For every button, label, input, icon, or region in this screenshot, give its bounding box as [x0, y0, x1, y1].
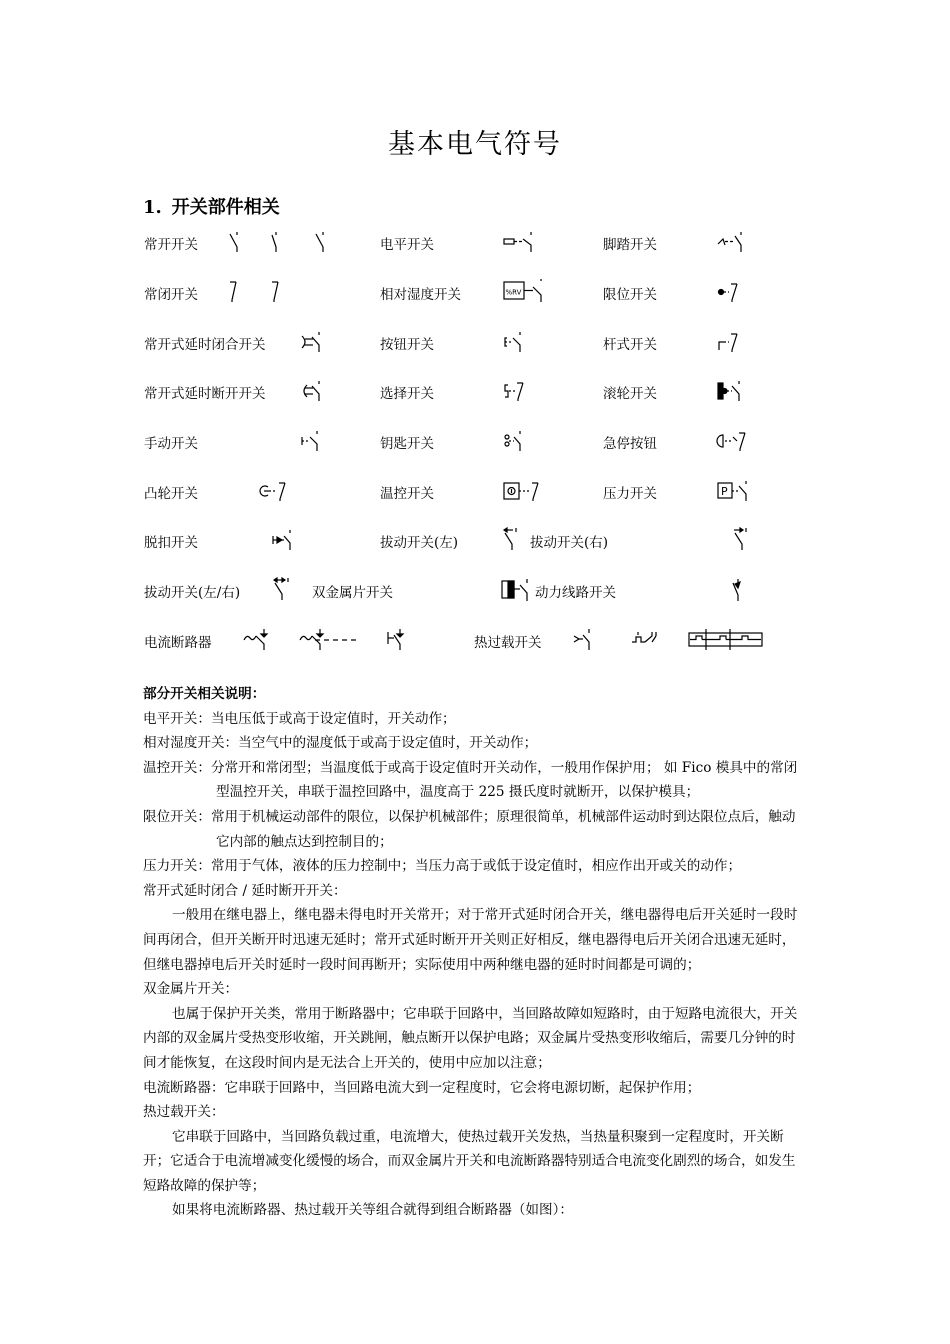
note-thermal-overload: 它串联于回路中，当回路负载过重，电流增大，使热过载开关发热，当热量积聚到一定程度时，开关断开；它适合于电流增减变化缓慢的场合，而双金属片开关和电流断路器特别适合电流变化剧烈的场合，如发生短路故障的保护等； [143, 1128, 796, 1194]
limit-switch-icon [717, 280, 747, 304]
notes-body [143, 682, 809, 1223]
note-limit-switch: 限位开关：常用于机械运动部件的限位，以保护机械部件；原理很简单，机械部件运动时到达限位点后，触动它内部的触点达到控制目的； [143, 808, 796, 850]
note-delay-switch: 一般用在继电器上，继电器未得电时开关常开；对于常开式延时闭合开关，继电器得电后开关延时一段时间再闭合，但开关断开时迅速无延时；常开式延时断开开关则正好相反，继电器得电后开关闭合迅速无延时，但继电器掉电后开关时延时一段时间再断开；实际使用中两种继电器的延时时间都是可调的； [143, 907, 798, 973]
normally-open-switch-icon [228, 230, 328, 254]
humidity-symbol-text: %RV [505, 288, 522, 297]
pressure-switch-icon [717, 479, 753, 503]
label-roller-switch: 滚轮开关 [603, 386, 657, 402]
level-switch-icon [503, 230, 543, 254]
note-bimetal-heading: 双金属片开关： [143, 981, 239, 998]
power-line-switch-icon [728, 577, 746, 603]
label-toggle-left: 拔动开关(左) [380, 535, 459, 551]
toggle-left-switch-icon [501, 526, 523, 552]
label-foot-switch: 脚踏开关 [603, 237, 657, 253]
label-circuit-breaker: 电流断路器 [144, 635, 212, 651]
thermo-switch-icon [503, 479, 543, 503]
delay-close-switch-icon [300, 330, 326, 354]
selector-switch-icon [503, 379, 529, 403]
page-title: 基本电气符号 [388, 129, 562, 160]
section-title: 开关部件相关 [171, 197, 280, 218]
thermal-overload-switch-icon [572, 626, 768, 652]
label-humidity-switch: 相对湿度开关 [380, 287, 461, 303]
note-combined-breaker: 如果将电流断路器、热过载开关等组合就得到组合断路器（如图）： [172, 1202, 574, 1219]
toggle-right-switch-icon [731, 526, 753, 552]
manual-switch-icon [300, 429, 324, 453]
note-humidity-switch: 相对湿度开关：当空气中的湿度低于或高于设定值时，开关动作； [143, 735, 538, 752]
note-level-switch: 电平开关：当电压低于或高于设定值时，开关动作； [143, 710, 456, 727]
label-delay-open-switch: 常开式延时断开开关 [144, 386, 266, 402]
roller-switch-icon [717, 379, 745, 403]
humidity-switch-icon [503, 278, 547, 304]
note-thermal-overload-heading: 热过载开关： [143, 1104, 225, 1121]
label-manual-switch: 手动开关 [144, 436, 198, 452]
notes-heading: 部分开关相关说明： [143, 686, 266, 702]
cam-switch-icon [258, 479, 292, 503]
label-delay-close-switch: 常开式延时闭合开关 [144, 337, 266, 353]
label-normally-closed-switch: 常闭开关 [144, 287, 198, 303]
label-trip-switch: 脱扣开关 [144, 535, 198, 551]
normally-closed-switch-icon [228, 280, 288, 304]
label-toggle-right: 拔动开关(右) [530, 535, 609, 551]
label-normally-open-switch: 常开开关 [144, 237, 198, 253]
label-emergency-stop: 急停按钮 [603, 436, 657, 452]
label-bimetal-switch: 双金属片开关 [312, 585, 393, 601]
section-number: 1. [143, 197, 162, 218]
label-thermal-overload-switch: 热过载开关 [474, 635, 542, 651]
pressure-symbol-text: P [721, 485, 728, 498]
trip-switch-icon [271, 528, 297, 552]
label-push-button-switch: 按钮开关 [380, 337, 434, 353]
note-delay-switch-heading: 常开式延时闭合 / 延时断开开关： [143, 882, 347, 899]
label-selector-switch: 选择开关 [380, 386, 434, 402]
label-thermo-switch: 温控开关 [380, 486, 434, 502]
label-power-line-switch: 动力线路开关 [535, 585, 616, 601]
note-bimetal: 也属于保护开关类，常用于断路器中；它串联于回路中，当回路故障如短路时，由于短路电流很大，开关内部的双金属片受热变形收缩，开关跳闸，触点断开以保护电路；双金属片受热变形收缩后，需要几分钟的时间才能恢复，在这段时间内是无法合上开关的，使用中应加以注意； [143, 1005, 798, 1071]
label-level-switch: 电平开关 [380, 237, 434, 253]
delay-open-switch-icon [300, 379, 326, 403]
label-key-switch: 钥匙开关 [380, 436, 434, 452]
push-button-switch-icon [503, 330, 527, 354]
foot-switch-icon [717, 230, 747, 254]
bimetal-switch-icon [501, 577, 533, 603]
lever-switch-icon [717, 330, 743, 354]
note-thermo-switch: 温控开关：分常开和常闭型；当温度低于或高于设定值时开关动作，一般用作保护用； 如 Fico 模具中的常闭型温控开关，串联于温控回路中，温度高于 225 摄氏度时就断开，以保护模具； [143, 759, 798, 801]
label-lever-switch: 杆式开关 [603, 337, 657, 353]
label-cam-switch: 凸轮开关 [144, 486, 198, 502]
section-heading [143, 193, 280, 219]
label-limit-switch: 限位开关 [603, 287, 657, 303]
key-switch-icon [503, 429, 527, 453]
toggle-left-right-switch-icon [271, 576, 295, 602]
label-pressure-switch: 压力开关 [603, 486, 657, 502]
emergency-stop-icon [717, 429, 749, 453]
note-pressure-switch: 压力开关：常用于气体，液体的压力控制中；当压力高于或低于设定值时，相应作出开或关的动作； [143, 858, 742, 875]
circuit-breaker-icon [243, 626, 413, 652]
note-circuit-breaker: 电流断路器：它串联于回路中，当回路电流大到一定程度时，它会将电源切断，起保护作用； [143, 1079, 701, 1096]
label-toggle-left-right: 拔动开关(左/右) [144, 585, 241, 601]
